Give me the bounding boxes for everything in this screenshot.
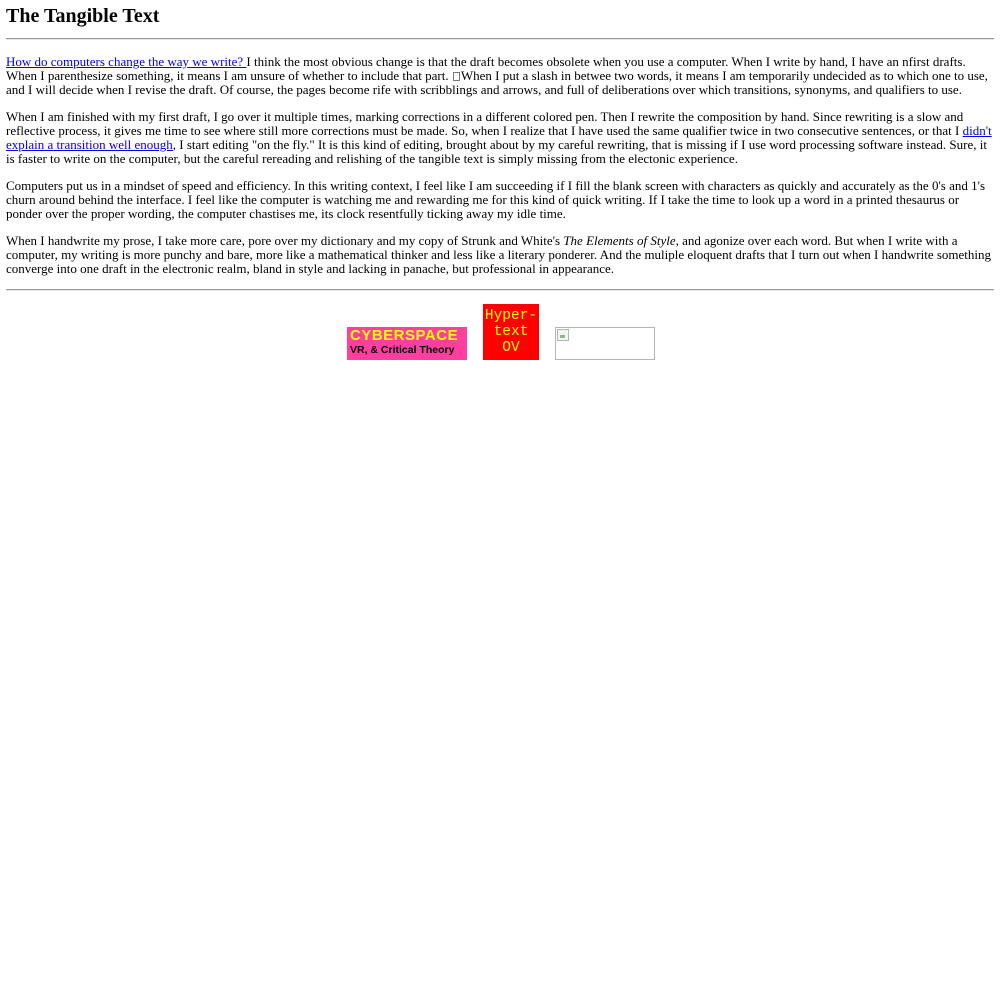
- paragraph-3: Computers put us in a mindset of speed and efficiency. In this writing context, I feel like I am succeeding if I fill the blank screen with characters as quickly and accurately as the 0's and 1's churn around behind the interface. I feel like the computer is watching me and rewarding me for this kind of quick writing. If I take the time to look up a word in a printed thesaurus or ponder over the proper wording, the computer chastises me, its clock resentfully ticking away my idle time.: [6, 178, 986, 221]
- document-page: [0, 4, 1000, 371]
- hypertext-banner-line-2: text: [493, 324, 529, 340]
- paragraph-2-text-a: When I am finished with my first draft, I go over it multiple times, marking corrections in a different colored pen. Then I rewrite the composition by hand. Since rewriting is a slow and reflective process, it gives me time to see where still more corrections must be made. So, when I realize that I have used the same qualifier twice in two consecutive sentences, or that I: [6, 109, 964, 138]
- hypertext-overview-banner-link[interactable]: [483, 304, 539, 360]
- book-title: The Elements of Style: [563, 233, 676, 248]
- cyberspace-banner-title: CYBERSPACE: [350, 327, 459, 344]
- cyberspace-banner-link[interactable]: [347, 327, 467, 360]
- top-divider: [6, 38, 994, 40]
- paragraph-1-text-b: When I put a slash in betwee two words, it means I am temporarily undecided as to which one to use, and I will decide when I revise the draft. Of course, the pages become rife with scribblings and arrows, and full of deliberations over which transitions, synonyms, and qualifiers to use.: [6, 68, 988, 97]
- transition-link[interactable]: didn't explain a transition well enough: [6, 123, 992, 152]
- broken-image-link[interactable]: [555, 327, 655, 360]
- broken-image-icon: [557, 329, 569, 341]
- paragraph-4: [6, 234, 994, 276]
- hypertext-banner-line-1: Hyper-: [484, 308, 538, 324]
- paragraph-2: [6, 110, 994, 166]
- footer-nav: [6, 291, 994, 371]
- cyberspace-banner-subtitle: VR, & Critical Theory: [350, 344, 455, 356]
- paragraph-4-text-b: , and agonize over each word. But when I write with a computer, my writing is more punchy and bare, more like a mathematical thinker and less like a literary ponderer. And the muliple eloquent drafts that I turn out when I handwrite something converge into one draft in the electronic realm, bland in style and lacking in panache, but professional in appearance.: [6, 233, 992, 276]
- missing-glyph-icon: [453, 72, 460, 81]
- paragraph-4-text-a: When I handwrite my prose, I take more care, pore over my dictionary and my copy of Strunk and White's: [6, 233, 564, 248]
- page-title: The Tangible Text: [6, 5, 160, 27]
- hypertext-banner-line-3: OV: [502, 340, 520, 356]
- computers-change-writing-link[interactable]: How do computers change the way we write?: [6, 54, 247, 69]
- paragraph-2-text-b: , I start editing "on the fly." It is this kind of editing, brought about by my careful rewriting, that is missing if I use word processing software instead. Sure, it is faster to write on the computer, but the careful rereading and relishing of the tangible text is simply missing from the electonic experience.: [6, 137, 987, 166]
- paragraph-1: [6, 55, 994, 97]
- paragraph-1-text-a: I think the most obvious change is that the draft becomes obsolete when you use a computer. When I write by hand, I have an nfirst drafts. When I parenthesize something, it means I am unsure of whether to include that part.: [6, 54, 966, 83]
